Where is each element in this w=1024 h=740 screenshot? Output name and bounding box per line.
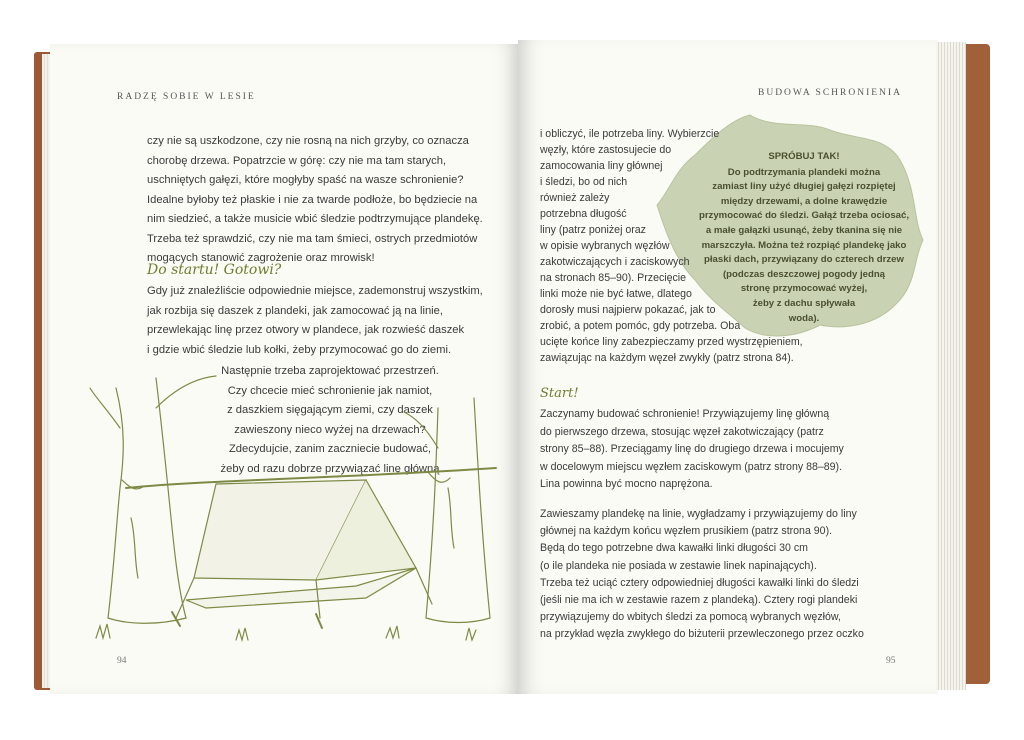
tip-line: Do podtrzymania plandeki można [727, 166, 881, 178]
text-line: potrzebna długość [540, 208, 627, 220]
text-line: i obliczyć, ile potrzeba liny. Wybierzcie [540, 128, 720, 140]
text-line: Czy chcecie mieć schronienie jak namiot, [227, 384, 433, 397]
tip-line: między drzewami, a dolne krawędzie [720, 195, 888, 207]
text-line: zrobić, a potem pomóc, gdy potrzeba. Oba [540, 320, 741, 332]
text-line: przewlekając linę przez otwory w plandece, jak rozwieść daszek [147, 324, 465, 336]
text-line: węzły, które zastosujecie do [540, 144, 672, 156]
text-line: (o ile plandeka nie posiada w zestawie linek napinających). [540, 559, 817, 572]
text-line: Trzeba też uciąć cztery odpowiedniej długości kawałki linki do śledzi [540, 576, 859, 589]
page-stack-right [936, 42, 966, 690]
text-line: zawiązując na każdym węzeł zwykły (patrz strona 84). [540, 352, 794, 364]
left-paragraph-1 [147, 132, 483, 269]
text-line: strony 85–88). Przeciągamy linę do drugiego drzewa i mocujemy [540, 443, 844, 455]
page-number-left: 94 [117, 656, 127, 666]
text-line: w opisie wybranych węzłów [540, 240, 670, 252]
text-line: żeby od razu dobrze przywiązać linę główną [220, 462, 440, 475]
text-line: Gdy już znaleźliście odpowiednie miejsce, zademonstruj wszystkim, [147, 285, 483, 297]
tip-line: żeby z dachu spływała [752, 297, 856, 309]
right-paragraph-1 [540, 126, 803, 366]
text-line: do pierwszego drzewa, stosując węzeł zakotwiczający (patrz [540, 425, 824, 438]
text-line: na przykład węzła zwykłego do biżuterii przewleczonego przez oczko [540, 628, 864, 641]
text-line: zamocowania liny głównej [540, 160, 663, 172]
tip-line: (podczas deszczowej pogody jedną [722, 268, 886, 280]
text-line: (jeśli nie ma ich w zestawie razem z plandeką). Cztery rogi plandeki [540, 594, 858, 607]
text-line: zawieszony nieco wyżej na drzewach? [234, 423, 426, 436]
tip-line: marszczyła. Można też rozpiąć plandekę jako [701, 239, 907, 251]
text-line: na stronach 85–90). Przecięcie [540, 272, 687, 284]
right-paragraph-2 [540, 406, 844, 494]
text-line: ucięte końce liny zabezpieczamy przed wystrzępieniem, [540, 336, 803, 348]
text-line: dorosły musi najpierw pokazać, jak to [540, 304, 716, 316]
text-line: z daszkiem sięgającym ziemi, czy daszek [227, 404, 433, 416]
page-number-right: 95 [886, 656, 896, 666]
text-line: chorobę drzewa. Popatrzcie w górę: czy nie ma tam starych, [147, 154, 447, 167]
text-line: Lina powinna być mocno naprężona. [540, 478, 713, 490]
tip-title: SPRÓBUJ TAK! [768, 151, 840, 162]
tip-line: a małe gałązki usunąć, żeby tkanina się nie [705, 224, 903, 236]
text-line: nim siedzieć, a także musicie wbić śledzie podtrzymujące plandekę. [147, 213, 483, 225]
text-line: Następnie trzeba zaprojektować przestrzeń. [221, 365, 439, 377]
text-line: linki może nie być łatwe, dlatego [540, 288, 692, 300]
tip-line: zamiast liny użyć długiej gałęzi rozpiętej [712, 181, 896, 193]
section-heading-left: Do startu! Gotowi? [147, 262, 282, 278]
tarp-shelter-illustration [86, 368, 506, 648]
running-header-left: RADZĘ SOBIE W LESIE [117, 92, 256, 102]
text-line: i gdzie wbić śledzie lub kołki, żeby przymocować go do ziemi. [147, 343, 452, 356]
text-line: Trzeba też sprawdzić, czy nie ma tam śmieci, ostrych przedmiotów [147, 232, 478, 245]
text-line: również zależy [540, 192, 610, 204]
text-line: Zaczynamy budować schronienie! Przywiązujemy linę główną [540, 408, 830, 420]
tip-line: przymocować do śledzi. Gałąź trzeba ociosać, [698, 210, 910, 222]
tip-line: woda). [788, 312, 820, 324]
running-header-right: BUDOWA SCHRONIENIA [758, 88, 902, 98]
text-line: Zawieszamy plandekę na linie, wygładzamy i przywiązujemy do liny [540, 508, 857, 520]
text-line: w docelowym miejscu węzłem zaciskowym (patrz strony 88–89). [540, 460, 843, 473]
text-line: przywiązujemy do wbitych śledzi za pomocą wybranych węzłów, [540, 611, 841, 624]
text-line: głównej na każdym końcu węzłem prusikiem (patrz strona 90). [540, 525, 833, 538]
text-line: Będą do tego potrzebne dwa kawałki linki długości 30 cm [540, 542, 808, 555]
book-cover-right [962, 44, 990, 684]
text-line: czy nie są uszkodzone, czy nie rosną na nich grzyby, co oznacza [147, 135, 469, 147]
tip-line: płaski dach, przywiązany do czterech drzew [704, 254, 904, 266]
text-line: Idealne byłoby też płaskie i nie za twarde podłoże, bo będziecie na [147, 193, 478, 206]
left-paragraph-2 [147, 282, 483, 360]
tip-line: stronę przymocować wyżej, [740, 283, 868, 295]
text-line: liny (patrz poniżej oraz [540, 224, 646, 236]
right-paragraph-3 [540, 506, 864, 644]
text-line: zakotwiczających i zaciskowych [540, 256, 690, 268]
text-line: i śledzi, bo od nich [540, 176, 628, 188]
text-line: mogących stanowić zagrożenie oraz mrowisk! [147, 252, 375, 264]
text-line: uschniętych gałęzi, które mogłyby spaść na wasze schronienie? [147, 174, 464, 186]
text-line: Zdecydujcie, zanim zaczniecie budować, [228, 443, 432, 455]
text-line: jak rozbija się daszek z plandeki, jak zamocować ją na linie, [147, 304, 443, 317]
section-heading-right: Start! [540, 386, 579, 401]
